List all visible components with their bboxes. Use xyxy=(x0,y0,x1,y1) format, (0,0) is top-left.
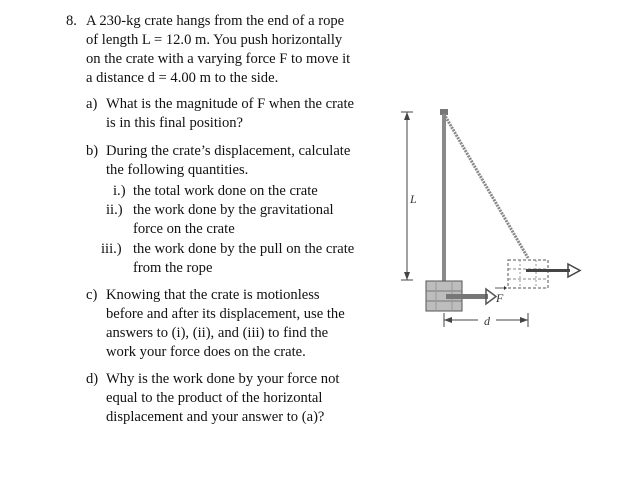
intro-line: A 230-kg crate hangs from the end of a rope xyxy=(86,13,345,29)
part-d-line: displacement and your answer to (a)? xyxy=(106,409,325,425)
subpart-i-line: the total work done on the crate xyxy=(133,183,318,199)
part-c-line: before and after its displacement, use the xyxy=(106,306,345,322)
subpart-iii-label: iii.) xyxy=(101,241,122,257)
subpart-ii-line: the work done by the gravitational xyxy=(133,202,334,218)
crate-final xyxy=(508,260,548,288)
part-d-line: equal to the product of the horizontal xyxy=(106,390,323,406)
rope-final xyxy=(444,114,528,258)
subpart-iii-line: from the rope xyxy=(133,260,213,276)
displacement-label: d xyxy=(484,314,490,328)
problem-number: 8. xyxy=(66,13,77,29)
crate-rope-figure xyxy=(396,100,596,340)
part-b-label: b) xyxy=(86,143,99,159)
force-label-group xyxy=(495,286,507,305)
part-a-label: a) xyxy=(86,96,98,112)
force-label: F xyxy=(496,291,504,305)
force-arrow-final xyxy=(526,264,580,277)
subpart-i-label: i.) xyxy=(113,183,126,199)
subpart-ii-label: ii.) xyxy=(106,202,123,218)
length-label: L xyxy=(410,192,417,206)
part-c-line: work your force does on the crate. xyxy=(106,344,306,360)
subpart-iii-line: the work done by the pull on the crate xyxy=(133,241,355,257)
intro-line: of length L = 12.0 m. You push horizontally xyxy=(86,32,343,48)
part-c-label: c) xyxy=(86,287,98,303)
part-a-line: is in this final position? xyxy=(106,115,244,131)
intro-line: a distance d = 4.00 m to the side. xyxy=(86,70,279,86)
part-a-line: What is the magnitude of F when the crate xyxy=(106,96,355,112)
part-d-label: d) xyxy=(86,371,99,387)
part-c-line: Knowing that the crate is motionless xyxy=(106,287,320,303)
part-c-line: answers to (i), (ii), and (iii) to find the xyxy=(106,325,329,341)
intro-line: on the crate with a varying force F to move it xyxy=(86,51,351,67)
part-b-line: During the crate’s displacement, calculate xyxy=(106,143,351,159)
subpart-ii-line: force on the crate xyxy=(133,221,235,237)
part-d-line: Why is the work done by your force not xyxy=(106,371,340,387)
rope-initial xyxy=(442,114,446,282)
part-b-line: the following quantities. xyxy=(106,162,249,178)
